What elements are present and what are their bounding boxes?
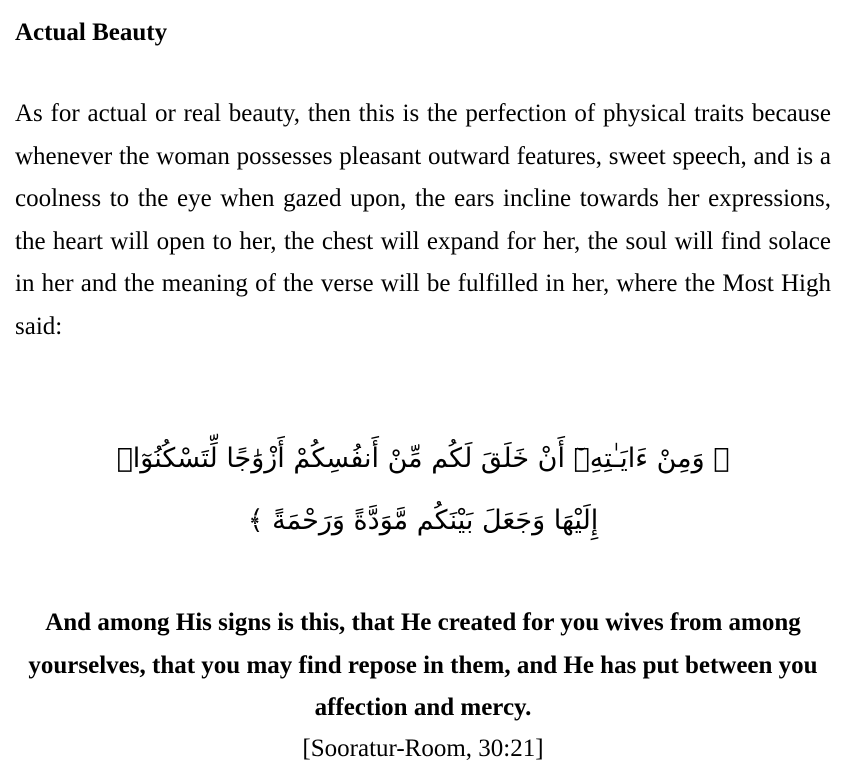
section-heading: Actual Beauty: [15, 19, 168, 46]
verse-line-1: ﴿ وَمِنْ ءَايَـٰتِهِۦٓ أَنْ خَلَقَ لَكُم مِّنْ أَنفُسِكُمْ أَزْوَٰجًا لِّتَسْكُنُوٓا۟: [116, 443, 730, 474]
quran-verse: [15, 428, 831, 552]
verse-reference: [Sooratur-Room, 30:21]: [302, 735, 544, 762]
body-paragraph: As for actual or real beauty, then this is the perfection of physical traits because whenever the woman possesses pleasant outward features, sweet speech, and is a coolness to the eye when gazed upon, the ears incline towards her expressions, the heart will open to her, the chest will expand for her, the soul will find solace in her and the meaning of the verse will be fulfilled in her, where the Most High said:: [15, 100, 831, 340]
verse-translation: And among His signs is this, that He created for you wives from among yourselves, that you may find repose in them, and He has put between you affection and mercy.: [28, 609, 818, 722]
verse-line-2: إِلَيْهَا وَجَعَلَ بَيْنَكُم مَّوَدَّةً وَرَحْمَةً ﴾: [247, 505, 599, 536]
